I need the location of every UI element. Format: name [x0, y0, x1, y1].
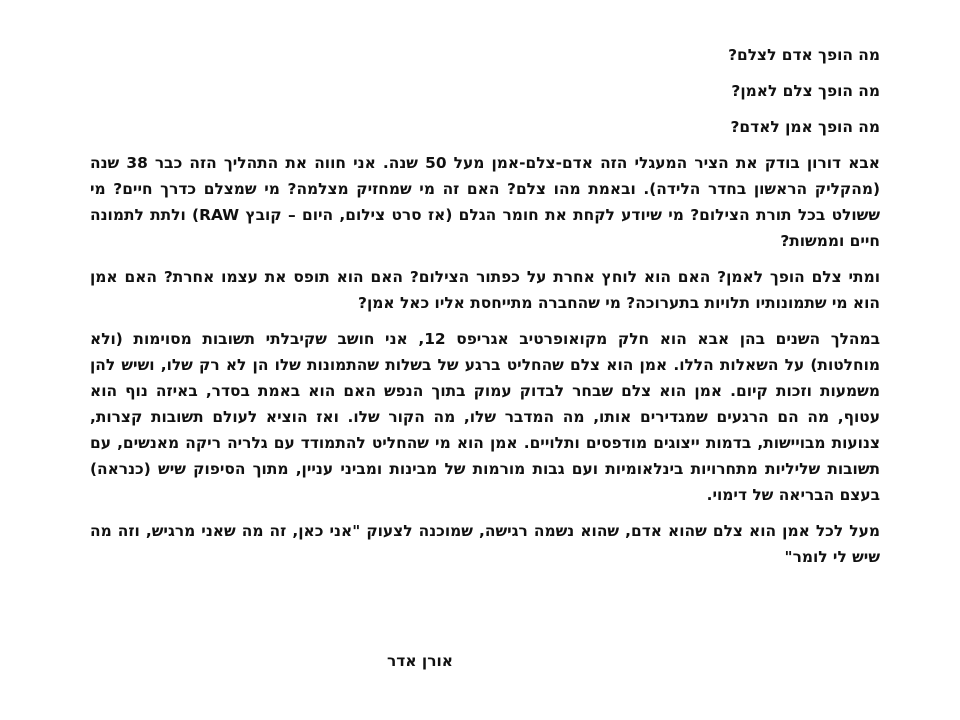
question-2: מה הופך צלם לאמן?	[731, 82, 880, 100]
question-1: מה הופך אדם לצלם?	[728, 46, 880, 64]
question-3: מה הופך אמן לאדם?	[730, 118, 880, 136]
paragraph-2: ומתי צלם הופך לאמן? האם הוא לוחץ אחרת על כפתור הצילום? האם הוא תופס את עצמו אחרת? האם אמן הוא מי שתמונותיו תלויות בתערוכה? מי שהחברה מתייחסת אליו כאל אמן?	[90, 268, 880, 312]
paragraph-3: במהלך השנים בהן אבא הוא חלק מקואופרטיב אגריפס 12, אני חושב שקיבלתי תשובות מסוימות (ולא מוחלטות) על השאלות הללו. אמן הוא צלם שהחליט ברגע של בשלות שהתמונות שלו הן לא רק שלו, ושיש להן משמעות וזכות קיום. אמן הוא צלם שבחר לבדוק עמוק בתוך הנפש האם הוא באמת בסדר, באיזה נוף הוא עטוף, מה הם הרגעים שמגדירים אותו, מה המדבר שלו, מה הקור שלו. ואז הוציא לעולם תשובות קצרות, צנועות מבויישות, בדמות ייצוגים מודפסים ותלויים. אמן הוא מי שהחליט להתמודד עם גלריה ריקה מאנשים, עם תשובות שליליות מתחרויות בינלאומיות ועם גבות מורמות של מבינות ומביני עניין, מתוך הסיפוק שיש (כנראה) בעצם הבריאה של דימוי.	[90, 330, 880, 504]
paragraph-4: מעל לכל אמן הוא צלם שהוא אדם, שהוא נשמה רגישה, שמוכנה לצעוק "אני כאן, זה מה שאני מרגיש, וזה מה שיש לי לומר"	[90, 522, 880, 566]
author-signature: אורן אדר	[387, 652, 453, 670]
paragraph-1: אבא דורון בודק את הציר המעגלי הזה אדם-צלם-אמן מעל 50 שנה. אני חווה את התהליך הזה כבר 38 שנה (מהקליק הראשון בחדר הלידה). ובאמת מהו צלם? האם זה מי שמחזיק מצלמה? מי שמצלם כדרך חיים? מי ששולט בכל תורת הצילום? מי שיודע לקחת את חומר הגלם (אז סרט צילום, היום – קובץ RAW) ולתת לתמונה חיים וממשות?	[90, 154, 880, 250]
document-body	[90, 42, 880, 580]
